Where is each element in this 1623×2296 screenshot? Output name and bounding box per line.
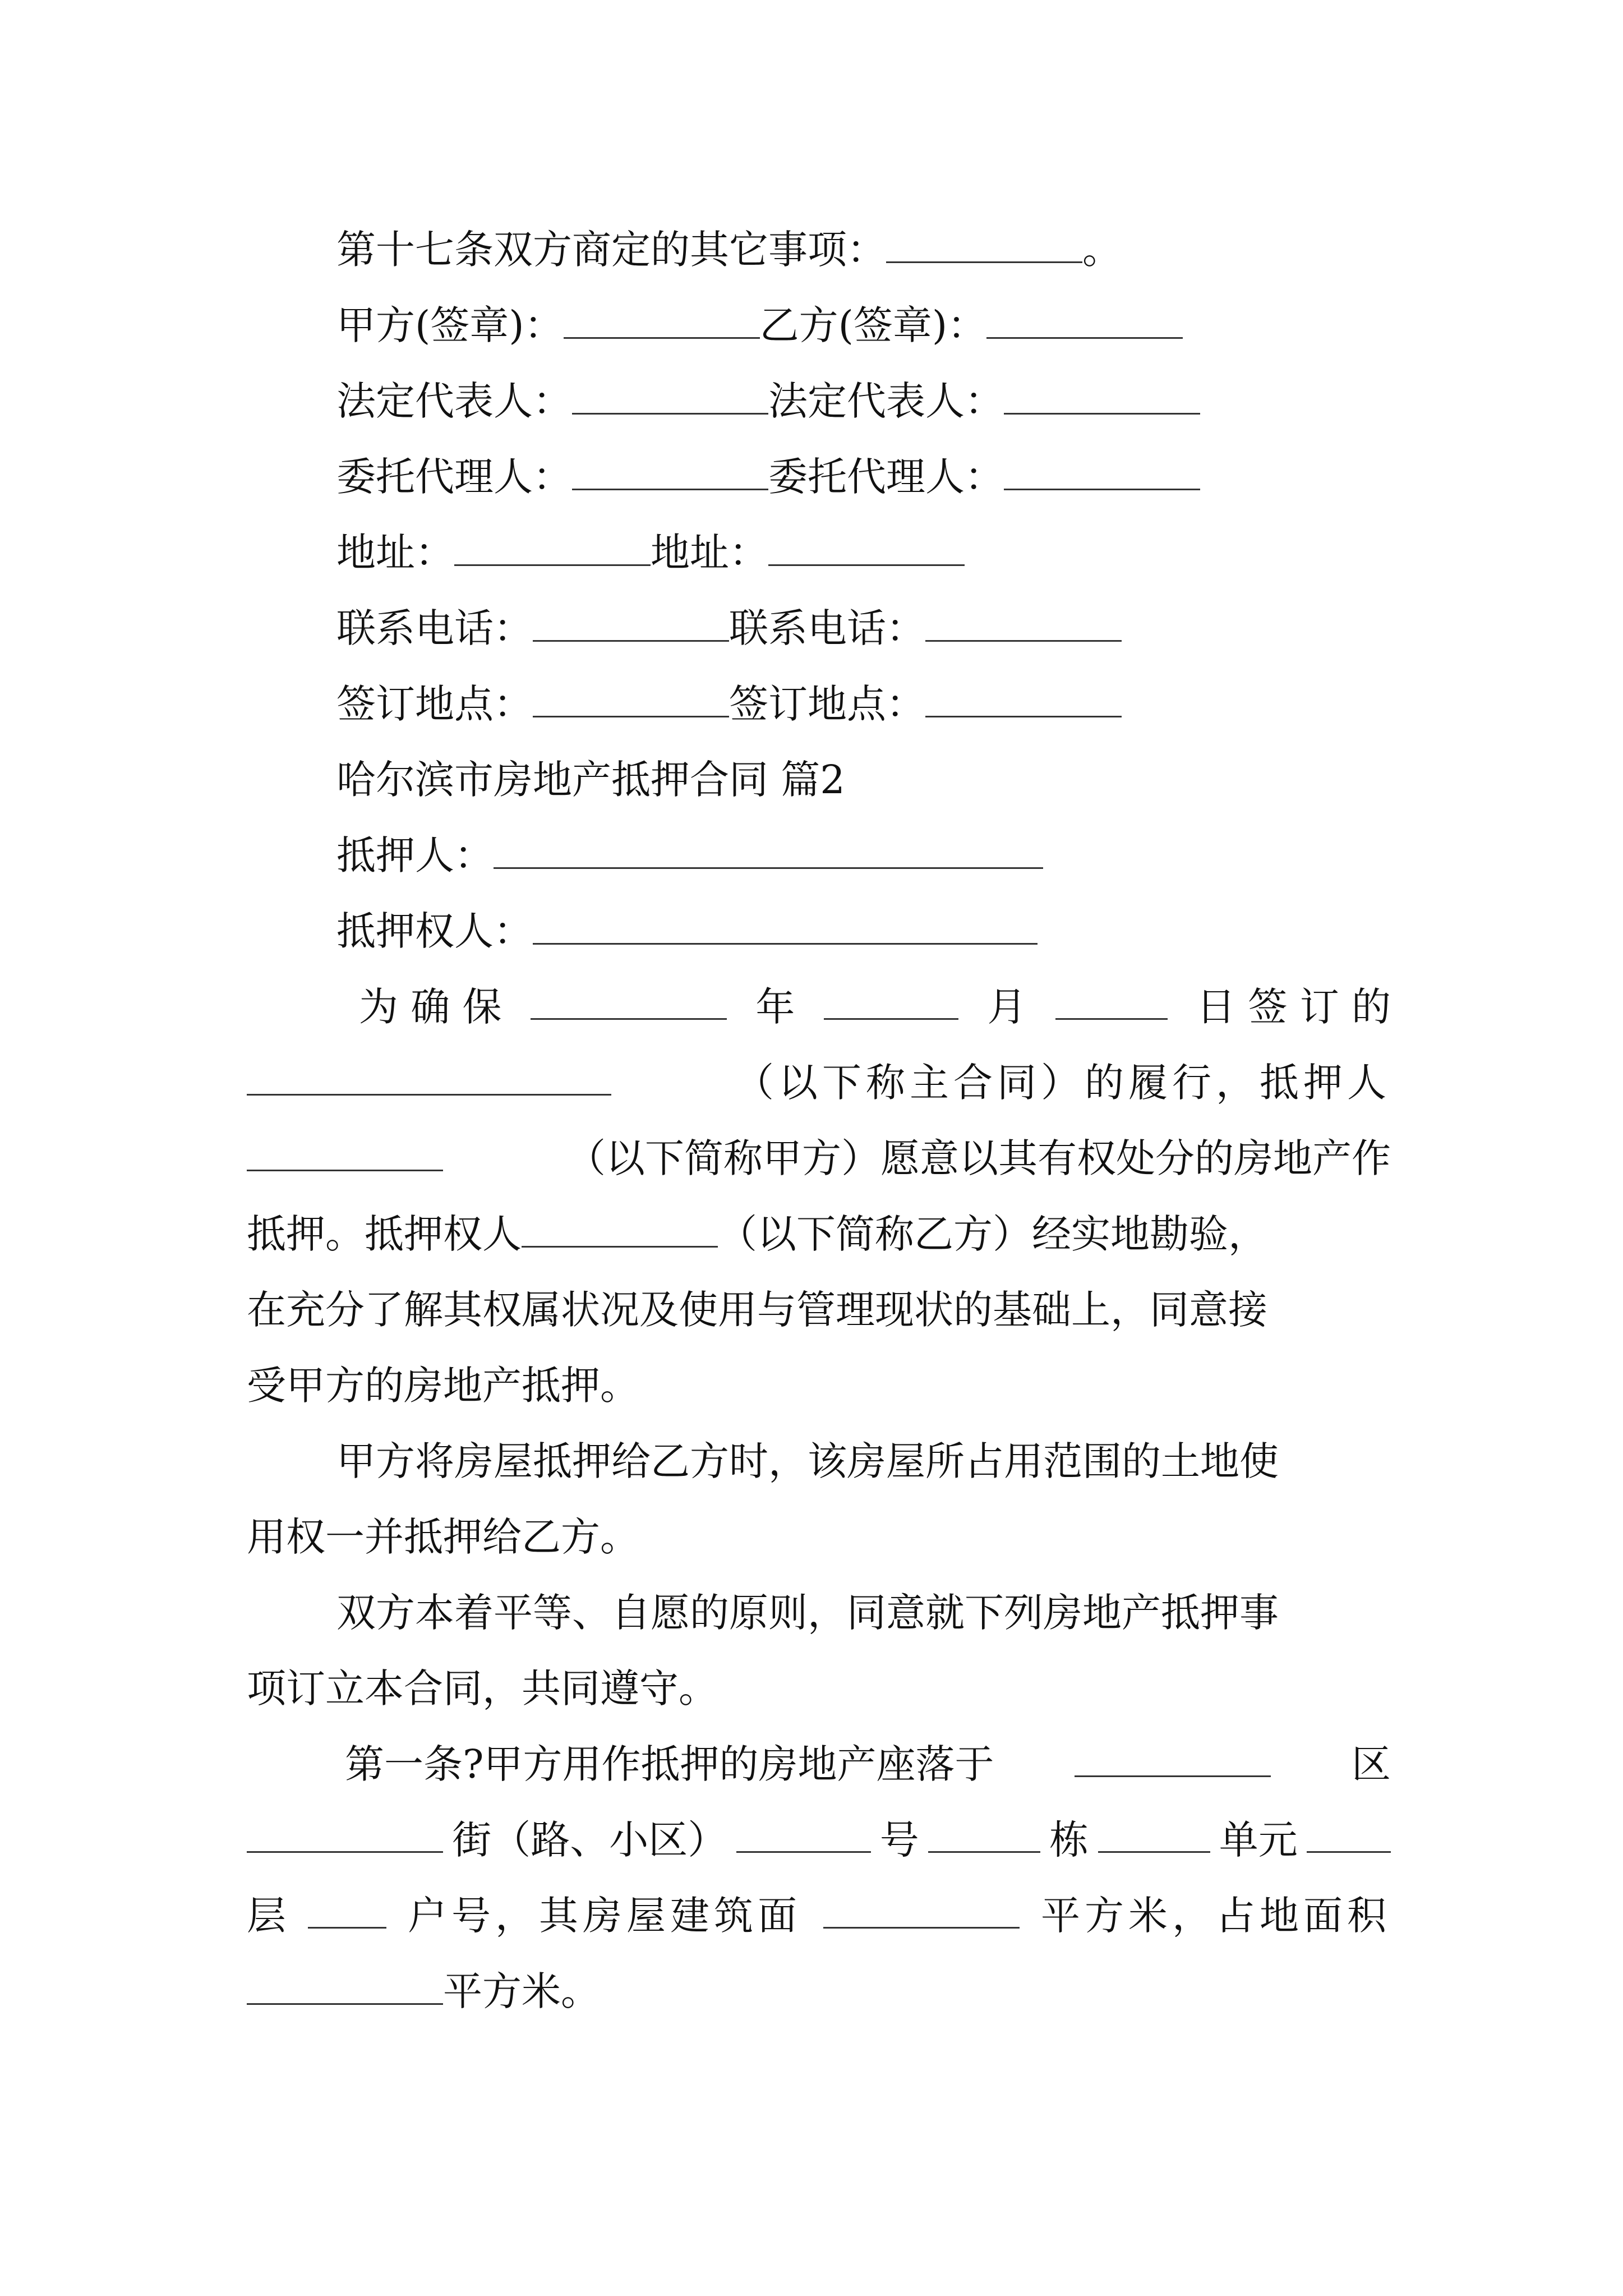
blank-field — [986, 298, 1183, 339]
blank-field — [1075, 1736, 1271, 1777]
legal-rep-line: 法定代表人： 法定代表人： — [336, 373, 1200, 429]
clause-17-text: 第十七条双方商定的其它事项： — [336, 227, 886, 273]
paragraph-line: 抵押。抵押权人 （以下简称乙方）经实地勘验， — [247, 1206, 1267, 1262]
blank-field — [533, 677, 729, 717]
paragraph-line: 平方米。 — [247, 1963, 600, 2019]
blank-field — [1098, 1812, 1210, 1853]
blank-field — [1004, 449, 1200, 490]
paragraph-line: （以下称主合同）的履行，抵押人 — [247, 1055, 1391, 1111]
paragraph-line: 为 确 保 年 月 日 签 订 的 — [359, 979, 1391, 1035]
blank-field — [572, 374, 768, 415]
blank-field — [533, 601, 729, 642]
blank-field — [572, 449, 768, 490]
blank-field — [1004, 374, 1200, 415]
agent-line: 委托代理人： 委托代理人： — [336, 449, 1200, 505]
clause-1-line: 第一条?甲方用作抵押的房地产座落于 区 — [345, 1736, 1391, 1792]
blank-field — [494, 828, 1043, 869]
blank-field — [1307, 1812, 1391, 1853]
paragraph-line: 层 户号，其房屋建筑面 平方米，占地面积 — [247, 1888, 1391, 1944]
paragraph-line: 甲方将房屋抵押给乙方时，该房屋所占用范围的土地使 — [336, 1438, 1279, 1484]
mortgagee-line: 抵押权人： — [336, 903, 1038, 959]
party-seal-line: 甲方(签章)： 乙方(签章)： — [336, 297, 1183, 353]
blank-field — [1055, 979, 1168, 1020]
blank-field — [768, 525, 965, 566]
blank-field — [247, 1812, 443, 1853]
blank-field — [564, 298, 760, 339]
blank-field — [531, 979, 727, 1020]
blank-field — [886, 222, 1082, 263]
paragraph-line: 用权一并抵押给乙方。 — [247, 1514, 639, 1560]
blank-field — [247, 1055, 611, 1096]
blank-field — [928, 1812, 1040, 1853]
clause-17-line: 第十七条双方商定的其它事项： 。 — [336, 222, 1122, 278]
paragraph-line: 街（路、小区） 号 栋 单元 — [247, 1812, 1391, 1868]
blank-field — [308, 1888, 386, 1929]
blank-field — [736, 1812, 871, 1853]
blank-field — [824, 979, 958, 1020]
blank-field — [522, 1207, 718, 1248]
address-line: 地址： 地址： — [336, 524, 965, 581]
paragraph-line: 项订立本合同，共同遵守。 — [247, 1665, 718, 1711]
blank-field — [247, 1964, 443, 2005]
phone-line: 联系电话： 联系电话： — [336, 600, 1122, 656]
blank-field — [925, 601, 1122, 642]
section-title: 哈尔滨市房地产抵押合同 篇2 — [336, 757, 845, 803]
blank-field — [823, 1888, 1020, 1929]
blank-field — [454, 525, 651, 566]
blank-field — [533, 904, 1038, 945]
paragraph-line: 在充分了解其权属状况及使用与管理现状的基础上，同意接 — [247, 1287, 1267, 1333]
paragraph-line: 双方本着平等、自愿的原则，同意就下列房地产抵押事 — [336, 1590, 1279, 1636]
signing-place-line: 签订地点： 签订地点： — [336, 676, 1122, 732]
paragraph-line: 受甲方的房地产抵押。 — [247, 1363, 639, 1409]
mortgagor-line: 抵押人： — [336, 827, 1043, 884]
blank-field — [925, 677, 1122, 717]
blank-field — [247, 1130, 443, 1171]
paragraph-line: （以下简称甲方）愿意以其有权处分的房地产作 — [247, 1130, 1391, 1186]
